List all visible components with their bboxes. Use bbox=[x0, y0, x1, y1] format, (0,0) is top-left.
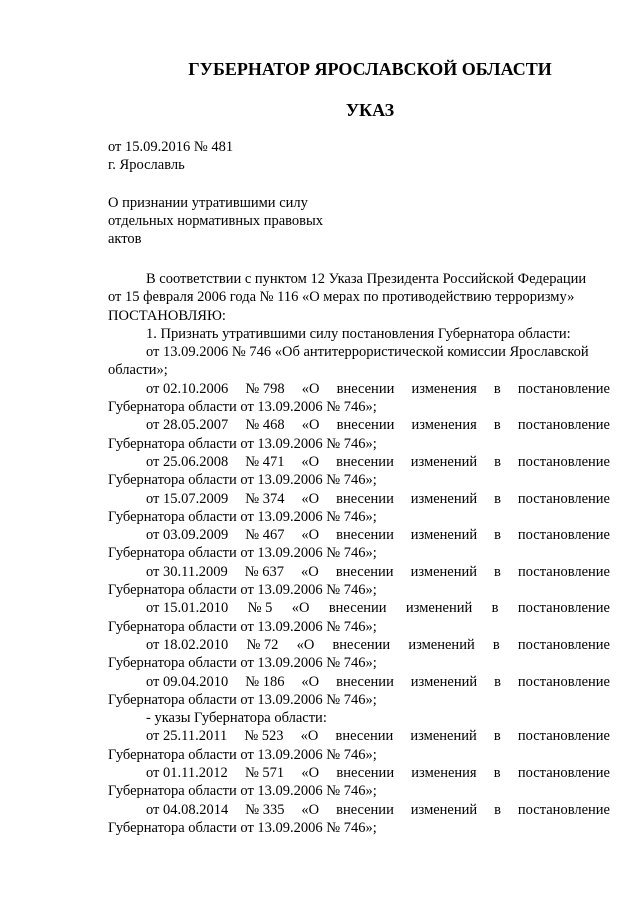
resolution-entry-w4: в bbox=[494, 453, 501, 470]
resolution-entry-w1: «О bbox=[301, 380, 320, 397]
resolution-entry-w3: изменения bbox=[411, 380, 477, 397]
resolution-entry-w4: в bbox=[492, 636, 500, 653]
resolution-entry-line bbox=[108, 599, 610, 617]
decree-entry-w3: изменений bbox=[410, 801, 478, 818]
resolution-entry-line bbox=[108, 563, 610, 581]
resolution-entry-continuation: Губернатора области от 13.09.2006 № 746»; bbox=[108, 655, 377, 672]
resolution-entry-date: от 15.01.2010 bbox=[146, 600, 229, 617]
item1-heading: 1. Признать утратившими силу постановления Губернатора области: bbox=[146, 325, 571, 342]
resolution-entry-w4: в bbox=[494, 527, 501, 544]
decree-entry-continuation: Губернатора области от 13.09.2006 № 746»; bbox=[108, 783, 377, 800]
resolution-entry-w2: внесении bbox=[336, 380, 395, 397]
document-body bbox=[108, 270, 610, 837]
resolution-entry-continuation: Губернатора области от 13.09.2006 № 746»; bbox=[108, 618, 377, 635]
resolution-entry-date: от 30.11.2009 bbox=[146, 563, 228, 580]
preamble-line-2: от 15 февраля 2006 года № 116 «О мерах по противодействию терроризму» bbox=[108, 289, 575, 306]
resolution-entry-w1: «О bbox=[301, 673, 320, 690]
decree-entry-num: № 571 bbox=[244, 765, 285, 782]
decree-list bbox=[108, 727, 610, 837]
resolution-entry-w3: изменений bbox=[410, 490, 478, 507]
resolution-entry-continuation: Губернатора области от 13.09.2006 № 746»; bbox=[108, 399, 377, 416]
resolution-entry-w1: «О bbox=[301, 490, 320, 507]
resolution-entry-w3: изменений bbox=[410, 527, 478, 544]
resolution-entry-num: № 798 bbox=[245, 380, 285, 397]
resolution-entry-w3: изменений bbox=[410, 563, 477, 580]
resolution-entry-w3: изменений bbox=[410, 453, 478, 470]
resolution-entry-w3: изменений bbox=[408, 636, 475, 653]
resolution-entry-w4: в bbox=[494, 673, 501, 690]
resolution-entry-num: № 374 bbox=[245, 490, 285, 507]
resolution-entry-w1: «О bbox=[301, 417, 320, 434]
decree-entry-num: № 335 bbox=[245, 801, 285, 818]
resolution-entry-w4: в bbox=[494, 490, 501, 507]
subject-line-2: отдельных нормативных правовых bbox=[108, 213, 324, 229]
resolution-entry-continuation: Губернатора области от 13.09.2006 № 746»; bbox=[108, 472, 377, 489]
resolution-entry-line bbox=[108, 453, 610, 471]
decree-entry-line bbox=[108, 727, 610, 745]
preamble-line-1: В соответствии с пунктом 12 Указа Президента Российской Федерации bbox=[146, 271, 587, 287]
resolution-entry-num: № 471 bbox=[245, 453, 285, 470]
resolution-entry-num: № 72 bbox=[246, 636, 279, 653]
resolution-entry-w1: «О bbox=[301, 453, 320, 470]
document-date-number: от 15.09.2016 № 481 bbox=[108, 139, 234, 155]
resolution-entry-w2: внесении bbox=[335, 563, 394, 580]
resolution-entry-line bbox=[108, 673, 610, 691]
decrees-heading: - указы Губернатора области: bbox=[146, 710, 327, 727]
decree-entry-w2: внесении bbox=[336, 801, 394, 818]
resolution-entry-line bbox=[108, 416, 610, 434]
resolution-entry-continuation: Губернатора области от 13.09.2006 № 746»; bbox=[108, 582, 377, 599]
resolution-entry-w5: постановление bbox=[517, 563, 610, 580]
decree-entry-line bbox=[108, 801, 610, 819]
resolution-entry-continuation: Губернатора области от 13.09.2006 № 746»; bbox=[108, 435, 377, 452]
resolution-entry-w2: внесении bbox=[336, 527, 394, 544]
resolution-entry-w3: изменений bbox=[405, 600, 473, 617]
resolution-entry-num: № 467 bbox=[245, 527, 285, 544]
decree-entry-w1: «О bbox=[301, 765, 320, 782]
resolution-entry-w1: «О bbox=[291, 600, 310, 617]
resolution-entry-w2: внесении bbox=[328, 600, 387, 617]
resolution-entry-date: от 09.04.2010 bbox=[146, 673, 229, 690]
resolution-entry-line bbox=[108, 490, 610, 508]
document-header-title: ГУБЕРНАТОР ЯРОСЛАВСКОЙ ОБЛАСТИ bbox=[188, 59, 552, 79]
resolution-entry-w3: изменений bbox=[410, 673, 478, 690]
resolution-entry-continuation: Губернатора области от 13.09.2006 № 746»; bbox=[108, 691, 377, 708]
resolution-entry-w5: постановление bbox=[517, 453, 610, 470]
decree-entry-w4: в bbox=[493, 728, 501, 745]
resolution-entry-w2: внесении bbox=[336, 417, 395, 434]
resolution-entry-date: от 25.06.2008 bbox=[146, 453, 229, 470]
resolution-entry-line bbox=[108, 380, 610, 398]
decree-entry-w5: постановление bbox=[517, 765, 610, 782]
decree-entry-line bbox=[108, 764, 610, 782]
resolution-entry-w5: постановление bbox=[517, 636, 610, 653]
resolution-entry-date: от 15.07.2009 bbox=[146, 490, 229, 507]
decree-entry-date: от 25.11.2011 bbox=[146, 728, 228, 745]
resolution-entry-w5: постановление bbox=[517, 600, 610, 617]
resolution-entry-w4: в bbox=[494, 563, 501, 580]
resolution-entry-w2: внесении bbox=[336, 490, 394, 507]
document-city: г. Ярославль bbox=[108, 157, 185, 173]
decree-entry-w3: изменения bbox=[411, 765, 477, 782]
resolution-entry-w4: в bbox=[493, 380, 501, 397]
decree-entry-w2: внесении bbox=[336, 765, 395, 782]
resolution-entry-w4: в bbox=[493, 417, 501, 434]
decree-entry-w4: в bbox=[494, 801, 501, 818]
resolution-entry-w5: постановление bbox=[517, 417, 610, 434]
resolution-entry-w5: постановление bbox=[517, 490, 610, 507]
resolution-entry-date: от 02.10.2006 bbox=[146, 380, 229, 397]
resolution-entry-continuation: Губернатора области от 13.09.2006 № 746»; bbox=[108, 545, 377, 562]
first-resolution-line-2: области»; bbox=[108, 362, 168, 379]
decree-entry-date: от 01.11.2012 bbox=[146, 765, 228, 782]
resolution-entry-date: от 18.02.2010 bbox=[146, 636, 229, 653]
first-resolution-line-1: от 13.09.2006 № 746 «Об антитеррористической комиссии Ярославской bbox=[146, 344, 589, 361]
decree-entry-w2: внесении bbox=[335, 728, 394, 745]
resolution-entry-w1: «О bbox=[296, 636, 315, 653]
resolution-entry-line bbox=[108, 636, 610, 654]
decree-entry-w5: постановление bbox=[517, 801, 610, 818]
decree-entry-w3: изменений bbox=[410, 728, 477, 745]
decree-entry-continuation: Губернатора области от 13.09.2006 № 746»; bbox=[108, 819, 377, 836]
resolution-entry-w5: постановление bbox=[517, 380, 610, 397]
decree-entry-continuation: Губернатора области от 13.09.2006 № 746»; bbox=[108, 746, 377, 763]
resolution-entry-w2: внесении bbox=[336, 673, 394, 690]
resolution-entry-w2: внесении bbox=[336, 453, 394, 470]
resolution-entry-num: № 5 bbox=[247, 600, 273, 617]
preamble-line-3: ПОСТАНОВЛЯЮ: bbox=[108, 307, 226, 324]
resolution-entry-num: № 186 bbox=[245, 673, 285, 690]
document-type: УКАЗ bbox=[345, 100, 395, 120]
resolution-entry-w3: изменения bbox=[411, 417, 477, 434]
resolution-entry-w5: постановление bbox=[517, 527, 610, 544]
resolution-entry-w1: «О bbox=[301, 563, 319, 580]
resolution-entry-line bbox=[108, 526, 610, 544]
resolution-entry-w2: внесении bbox=[332, 636, 391, 653]
resolution-entry-w5: постановление bbox=[517, 673, 610, 690]
resolution-entry-continuation: Губернатора области от 13.09.2006 № 746»; bbox=[108, 508, 377, 525]
decree-entry-w5: постановление bbox=[517, 728, 610, 745]
resolution-entry-w1: «О bbox=[301, 527, 320, 544]
decree-entry-date: от 04.08.2014 bbox=[146, 801, 229, 818]
resolution-entry-num: № 637 bbox=[244, 563, 284, 580]
decree-entry-w1: «О bbox=[301, 801, 320, 818]
decree-entry-w4: в bbox=[493, 765, 501, 782]
resolution-entry-num: № 468 bbox=[245, 417, 285, 434]
resolution-entry-w4: в bbox=[491, 600, 499, 617]
decree-entry-w1: «О bbox=[300, 728, 319, 745]
resolution-list bbox=[108, 380, 610, 709]
resolution-entry-date: от 03.09.2009 bbox=[146, 527, 229, 544]
subject-line-1: О признании утратившими силу bbox=[108, 195, 308, 211]
subject-line-3: актов bbox=[108, 231, 142, 247]
resolution-entry-date: от 28.05.2007 bbox=[146, 417, 229, 434]
decree-entry-num: № 523 bbox=[244, 728, 284, 745]
